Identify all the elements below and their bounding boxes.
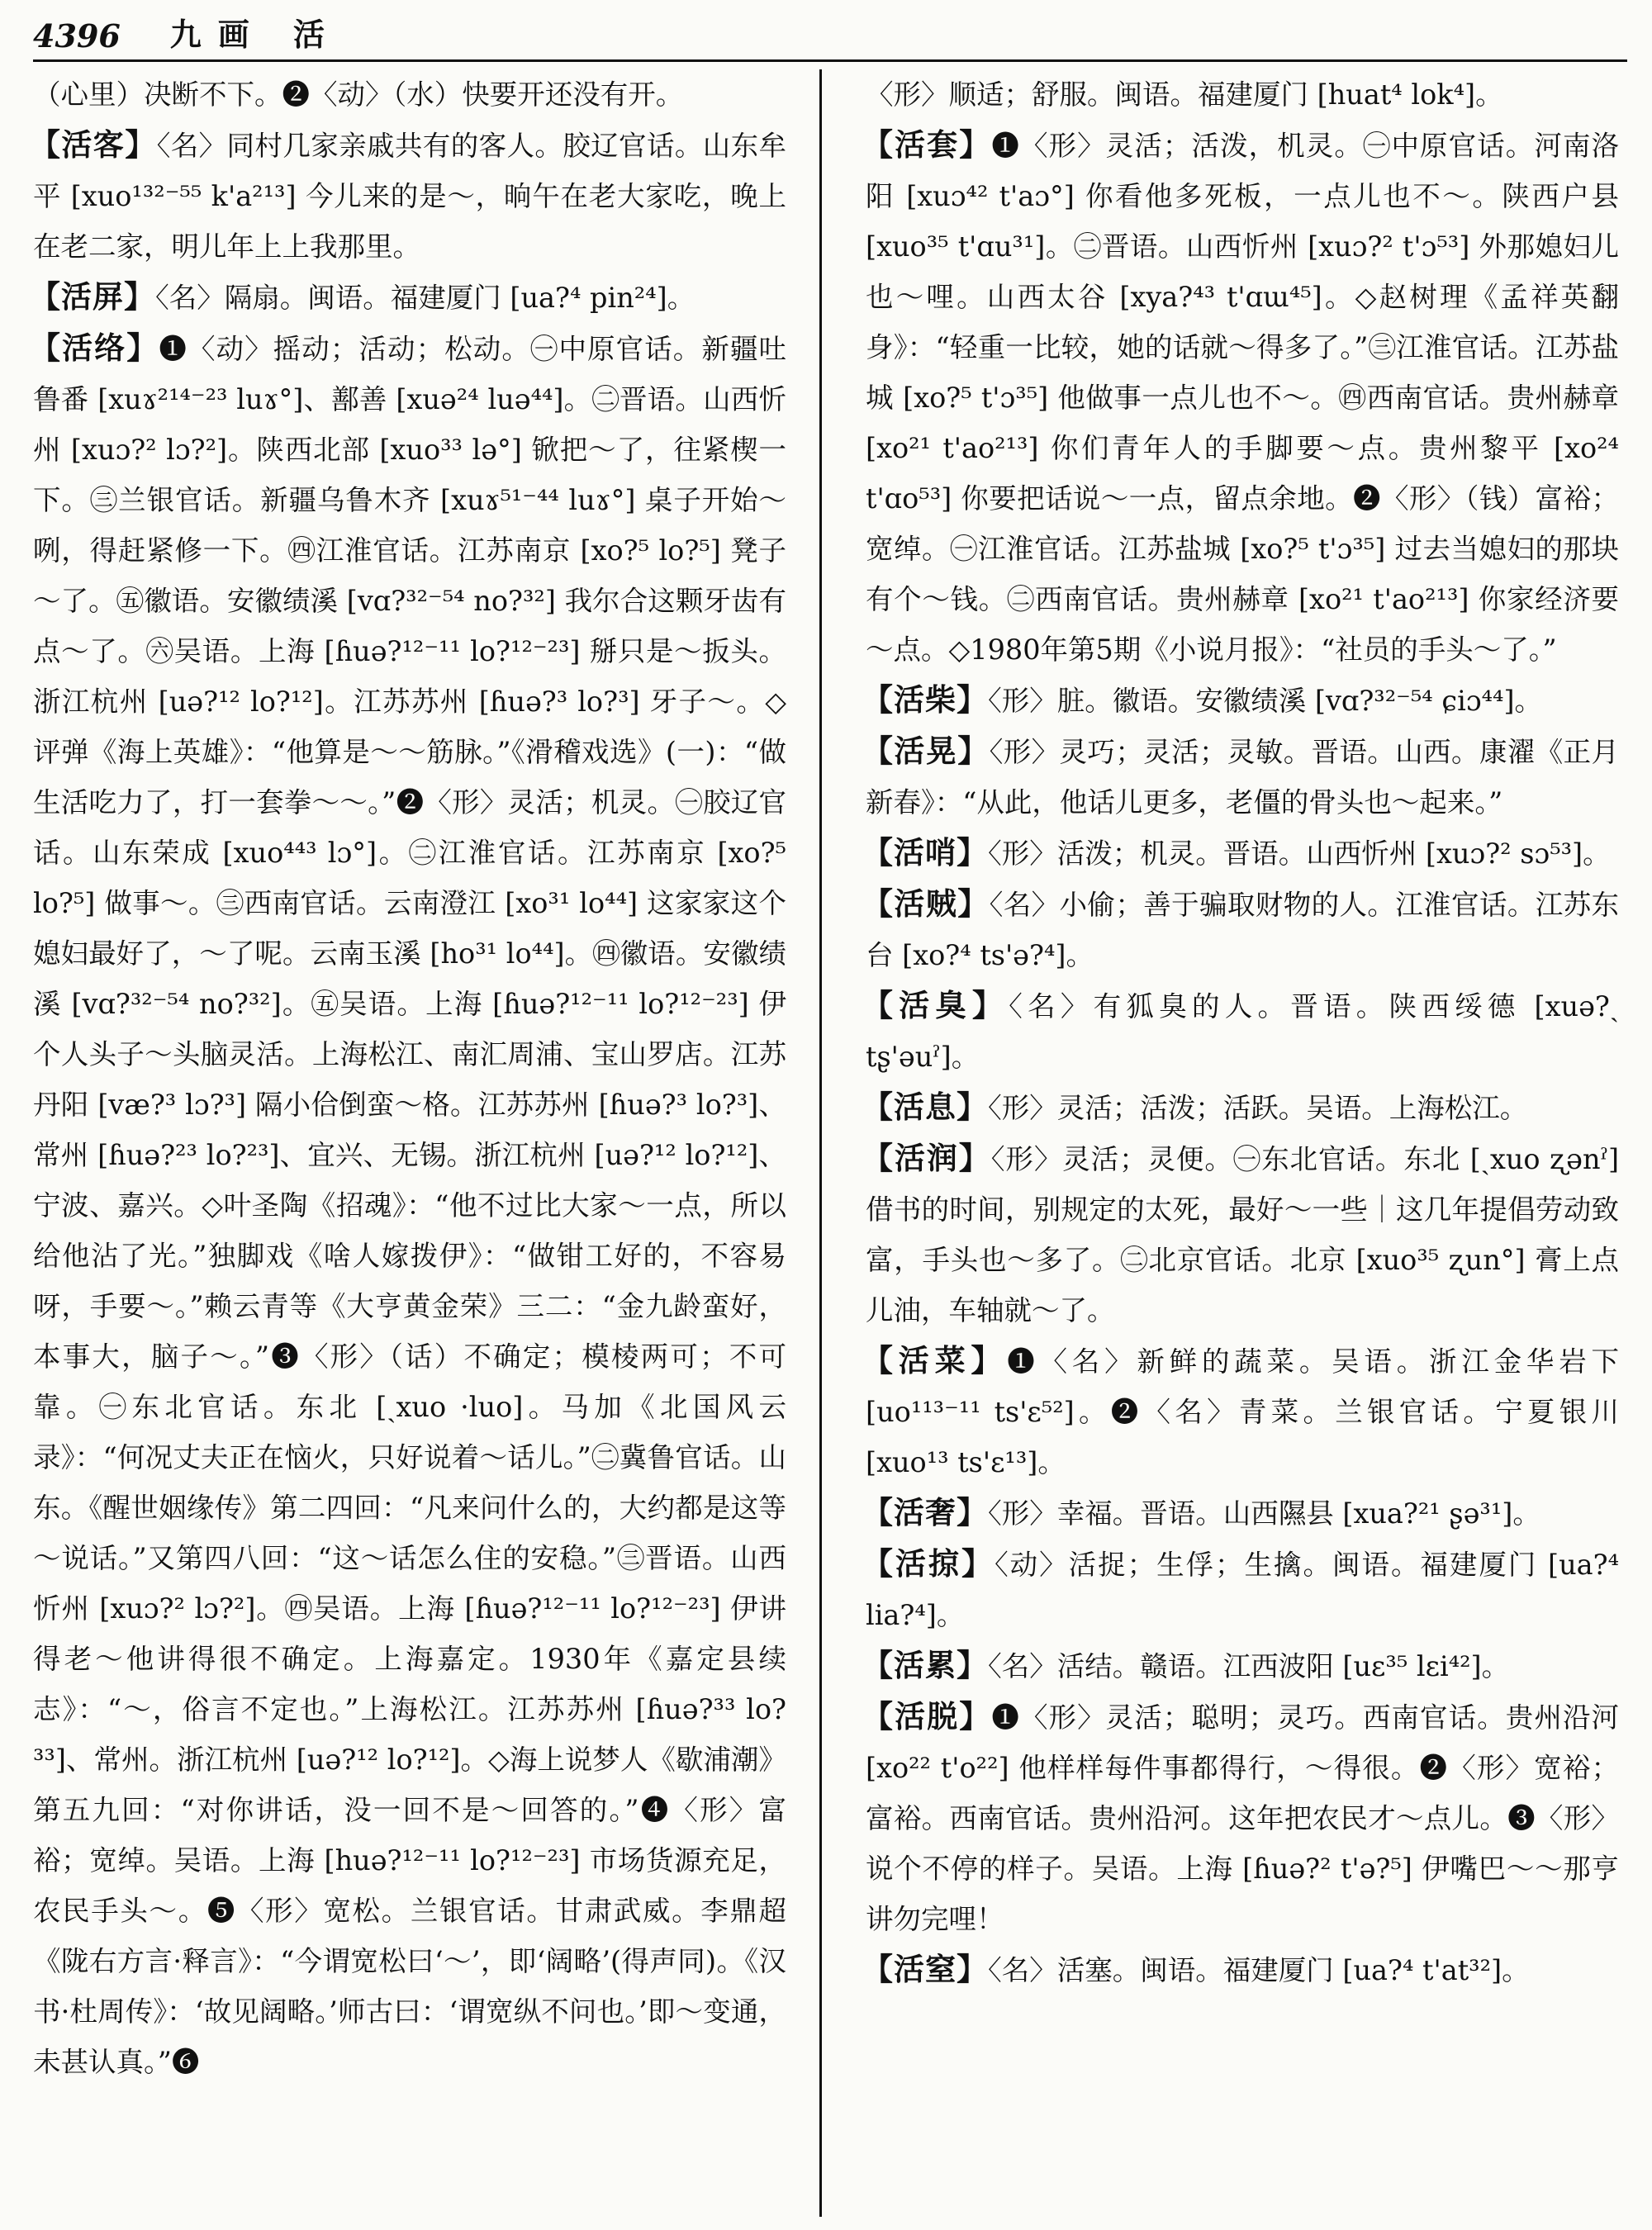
headword: 【活润】	[862, 1140, 991, 1176]
headword: 【活套】	[862, 126, 992, 163]
entry-body: 〈形〉幸福。晋语。山西隰县 [xua?²¹ ʂə³¹]。	[988, 1497, 1540, 1530]
headword: 【活哨】	[862, 834, 988, 871]
entry-body: 〈名〉有狐臭的人。晋语。陕西绥德 [xuə?ˏ tʂ'əuˀ]。	[866, 990, 1620, 1073]
page-number: 4396	[33, 17, 121, 55]
entry-body: 〈名〉隔扇。闽语。福建厦门 [ua?⁴ pin²⁴]。	[155, 282, 695, 314]
dictionary-entry	[862, 120, 1620, 675]
headword: 【活奢】	[862, 1494, 988, 1530]
headword: 【活客】	[30, 126, 157, 163]
entry-body: 〈名〉活塞。闽语。福建厦门 [ua?⁴ t'at³²]。	[988, 1954, 1530, 1986]
headword: 【活臭】	[862, 987, 1009, 1023]
entry-continuation: （心里）决断不下。❷〈动〉（水）快要开还没有开。	[33, 78, 684, 111]
entry-body: 〈形〉灵活；灵便。㊀东北官话。东北 [ˏxuo ʐənˀ] 借书的时间，别规定的太死，最好～一些｜这几年提倡劳动致富，手头也～多了。㊁北京官话。北京 [xuo³⁵ ʐun°] 膏上点儿油，车轴就～了。	[866, 1143, 1620, 1326]
entry-body: ❶〈形〉灵活；活泼，机灵。㊀中原官话。河南洛阳 [xuɔ⁴² t'aɔ°] 你看他多死板，一点儿也不～。陕西户县 [xuo³⁵ t'ɑu³¹]。㊁晋语。山西忻州 [xuɔ?² t'ɔ⁵³] 外那媳妇儿也～哩。山西太谷 [xya?⁴³ t'ɑɯ⁴⁵]。◇赵树理《孟祥英翻身》：“轻重一比较，她的话就～得多了。”㊂江淮官话。江苏盐城 [xo?⁵ t'ɔ³⁵] 他做事一点儿也不～。㊃西南官话。贵州赫章 [xo²¹ t'ao²¹³] 你们青年人的手脚要～点。贵州黎平 [xo²⁴ t'ɑo⁵³] 你要把话说～一点，留点余地。❷〈形〉（钱）富裕；宽绰。㊀江淮官话。江苏盐城 [xo?⁵ t'ɔ³⁵] 过去当媳妇的那块有个～钱。㊁西南官话。贵州赫章 [xo²¹ t'ao²¹³] 你家经济要～点。◇1980年第5期《小说月报》：“社员的手头～了。”	[866, 130, 1620, 666]
headword: 【活累】	[862, 1647, 988, 1683]
entry-body: 〈名〉活结。赣语。江西波阳 [uɛ³⁵ lɛi⁴²]。	[988, 1650, 1510, 1682]
left-column	[30, 69, 787, 2217]
dictionary-entry	[862, 980, 1620, 1082]
running-title: 九画 活	[169, 16, 341, 53]
entry-body: ❶〈形〉灵活；聪明；灵巧。西南官话。贵州沿河 [xo²² t'o²²] 他样样每件事都得行，～得很。❷〈形〉宽裕；富裕。西南官话。贵州沿河。这年把农民才～点儿。❸〈形〉说个不停的样子。吴语。上海 [ɦuə?² t'ə?⁵] 伊嘴巴～～那亨讲勿完哩！	[866, 1701, 1620, 1935]
headword: 【活脱】	[862, 1698, 992, 1734]
headword: 【活息】	[862, 1089, 988, 1125]
dictionary-entry	[862, 1133, 1620, 1336]
dictionary-entry	[862, 1691, 1620, 1944]
entry-body: ❶〈动〉摇动；活动；松动。㊀中原官话。新疆吐鲁番 [xuɤ²¹⁴⁻²³ luɤ°]、鄯善 [xuə²⁴ luə⁴⁴]。㊁晋语。山西忻州 [xuɔ?² lɔ?²]。陕西北部 [xuo³³ lə°] 锨把～了，往紧楔一下。㊂兰银官话。新疆乌鲁木齐 [xuɤ⁵¹⁻⁴⁴ luɤ°] 桌子开始～咧，得赶紧修一下。㊃江淮官话。江苏南京 [xo?⁵ lo?⁵] 凳子～了。㊄徽语。安徽绩溪 [vɑ?³²⁻⁵⁴ no?³²] 我尔合这颗牙齿有点～了。㊅吴语。上海 [ɦuə?¹²⁻¹¹ lo?¹²⁻²³] 掰只是～扳头。浙江杭州 [uə?¹² lo?¹²]。江苏苏州 [ɦuə?³ lo?³] 牙子～。◇评弹《海上英雄》：“他算是～～筋脉。”《滑稽戏选》(一)：“做生活吃力了，打一套拳～～。”❷〈形〉灵活；机灵。㊀胶辽官话。山东荣成 [xuo⁴⁴³ lɔ°]。㊁江淮官话。江苏南京 [xo?⁵ lo?⁵] 做事～。㊂西南官话。云南澄江 [xo³¹ lo⁴⁴] 这家家这个媳妇最好了，～了呢。云南玉溪 [ho³¹ lo⁴⁴]。㊃徽语。安徽绩溪 [vɑ?³²⁻⁵⁴ no?³²]。㊄吴语。上海 [ɦuə?¹²⁻¹¹ lo?¹²⁻²³] 伊个人头子～头脑灵活。上海松江、南汇周浦、宝山罗店。江苏丹阳 [væ?³ lɔ?³] 隔小佮倒蛮～格。江苏苏州 [ɦuə?³ lo?³]、常州 [ɦuə?²³ lo?²³]、宜兴、无锡。浙江杭州 [uə?¹² lo?¹²]、宁波、嘉兴。◇叶圣陶《招魂》：“他不过比大家～一点，所以给他沾了光。”独脚戏《啥人嫁拨伊》：“做钳工好的，不容易呀，手要～。”赖云青等《大亨黄金荣》三二：“金九龄蛮好，本事大，脑子～。”❸〈形〉（话）不确定；模棱两可；不可靠。㊀东北官话。东北 [ˏxuo ·luo]。马加《北国风云录》：“何况丈夫正在恼火，只好说着～话儿。”㊁冀鲁官话。山东。《醒世姻缘传》第二四回：“凡来问什么的，大约都是这等～说话。”又第四八回：“这～话怎么住的安稳。”㊂晋语。山西忻州 [xuɔ?² lɔ?²]。㊃吴语。上海 [ɦuə?¹²⁻¹¹ lo?¹²⁻²³] 伊讲得老～他讲得很不确定。上海嘉定。1930年《嘉定县续志》：“～，俗言不定也。”上海松江。江苏苏州 [ɦuə?³³ lo?³³]、常州。浙江杭州 [uə?¹² lo?¹²]。◇海上说梦人《歇浦潮》第五九回：“对你讲话，没一回不是～回答的。”❹〈形〉富裕；宽绰。吴语。上海 [huə?¹²⁻¹¹ lo?¹²⁻²³] 市场货源充足，农民手头～。❺〈形〉宽松。兰银官话。甘肃武威。李鼎超《陇右方言·释言》：“今谓宽松曰‘～’，即‘阔略’(得声同)。《汉书·杜周传》：‘故见阔略。’师古曰：‘谓宽纵不问也。’即～变通，未甚认真。”❻	[33, 333, 787, 2078]
page-header	[33, 8, 1627, 62]
dictionary-entry	[862, 879, 1620, 980]
dictionary-entry	[862, 1539, 1620, 1640]
dictionary-entry	[862, 828, 1619, 879]
column-divider	[819, 69, 822, 2217]
dictionary-entry	[862, 1487, 1619, 1539]
headword: 【活屏】	[30, 278, 155, 315]
headword: 【活贼】	[862, 885, 990, 922]
entry-body: 〈形〉活泼；机灵。晋语。山西忻州 [xuɔ?² sɔ⁵³]。	[988, 837, 1611, 870]
dictionary-entry	[862, 1944, 1619, 1995]
entry-continuation: 〈形〉顺适；舒服。闽语。福建厦门 [huat⁴ lok⁴]。	[866, 78, 1503, 111]
dictionary-entry	[30, 272, 786, 323]
dictionary-entry	[862, 1082, 1619, 1133]
entry-body: 〈名〉同村几家亲戚共有的客人。胶辽官话。山东牟平 [xuo¹³²⁻⁵⁵ k'a²¹³] 今儿来的是～，晌午在老大家吃，晚上在老二家，明儿年上上我那里。	[33, 130, 787, 263]
entry-body: 〈名〉小偷；善于骗取财物的人。江淮官话。江苏东台 [xo?⁴ ts'ə?⁴]。	[866, 889, 1620, 971]
headword: 【活菜】	[862, 1342, 1008, 1378]
entry-body: 〈形〉灵巧；灵活；灵敏。晋语。山西。康濯《正月新春》：“从此，他话儿更多，老僵的骨头也～起来。”	[866, 736, 1620, 818]
entry-body: 〈动〉活捉；生俘；生擒。闽语。福建厦门 [ua?⁴ lia?⁴]。	[866, 1549, 1620, 1631]
dictionary-entry	[862, 726, 1620, 828]
headword: 【活掠】	[862, 1545, 995, 1582]
dictionary-entry	[862, 1336, 1620, 1487]
dictionary-entry	[30, 323, 787, 2087]
headword: 【活晃】	[862, 733, 990, 769]
entry-body: ❶〈名〉新鲜的蔬菜。吴语。浙江金华岩下 [uo¹¹³⁻¹¹ ts'ɛ⁵²]。❷〈名〉青菜。兰银官话。宁夏银川 [xuo¹³ ts'ɛ¹³]。	[866, 1345, 1620, 1478]
headword: 【活窒】	[862, 1951, 988, 1987]
dictionary-entry	[30, 120, 787, 272]
entry-body: 〈形〉脏。徽语。安徽绩溪 [vɑ?³²⁻⁵⁴ ɕiɔ⁴⁴]。	[988, 685, 1543, 717]
headword: 【活柴】	[862, 681, 988, 718]
dictionary-entry	[862, 1640, 1619, 1691]
right-column	[862, 69, 1620, 2217]
dictionary-entry	[862, 675, 1619, 726]
headword: 【活络】	[30, 330, 159, 366]
entry-body: 〈形〉灵活；活泼；活跃。吴语。上海松江。	[988, 1092, 1528, 1124]
